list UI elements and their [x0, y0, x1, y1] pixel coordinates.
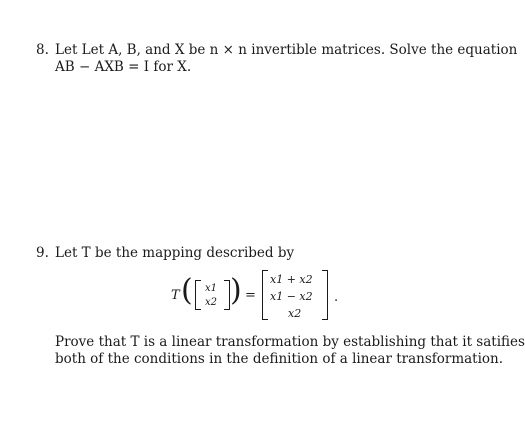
equals-sign: = [245, 288, 256, 303]
operator-t: T [171, 288, 180, 303]
problem-8-line-2: AB − AXB = I for X. [55, 59, 192, 75]
period: . [334, 290, 339, 305]
problem-9-intro: Let T be the mapping described by [55, 245, 295, 261]
output-right-bracket [322, 270, 328, 320]
input-x1: x1 [205, 283, 218, 294]
input-right-bracket [224, 280, 230, 310]
problem-9-paragraph-line-1: Prove that T is a linear transformation by establishing that it satifies [55, 334, 525, 350]
problem-9-paragraph-line-2: both of the conditions in the definition of a linear transformation. [55, 351, 504, 367]
problem-8-line-1: Let Let A, B, and X be n × n invertible matrices. Solve the equation [55, 42, 518, 58]
right-paren: ) [230, 273, 242, 308]
output-row-2: x1 − x2 [270, 290, 313, 303]
input-x2: x2 [205, 297, 218, 308]
left-paren: ( [181, 273, 193, 308]
problem-8-number: 8. [36, 42, 49, 58]
output-row-1: x1 + x2 [270, 273, 313, 286]
output-row-3: x2 [288, 307, 302, 320]
input-left-bracket [195, 280, 201, 310]
output-left-bracket [262, 270, 268, 320]
problem-9-number: 9. [36, 245, 49, 261]
